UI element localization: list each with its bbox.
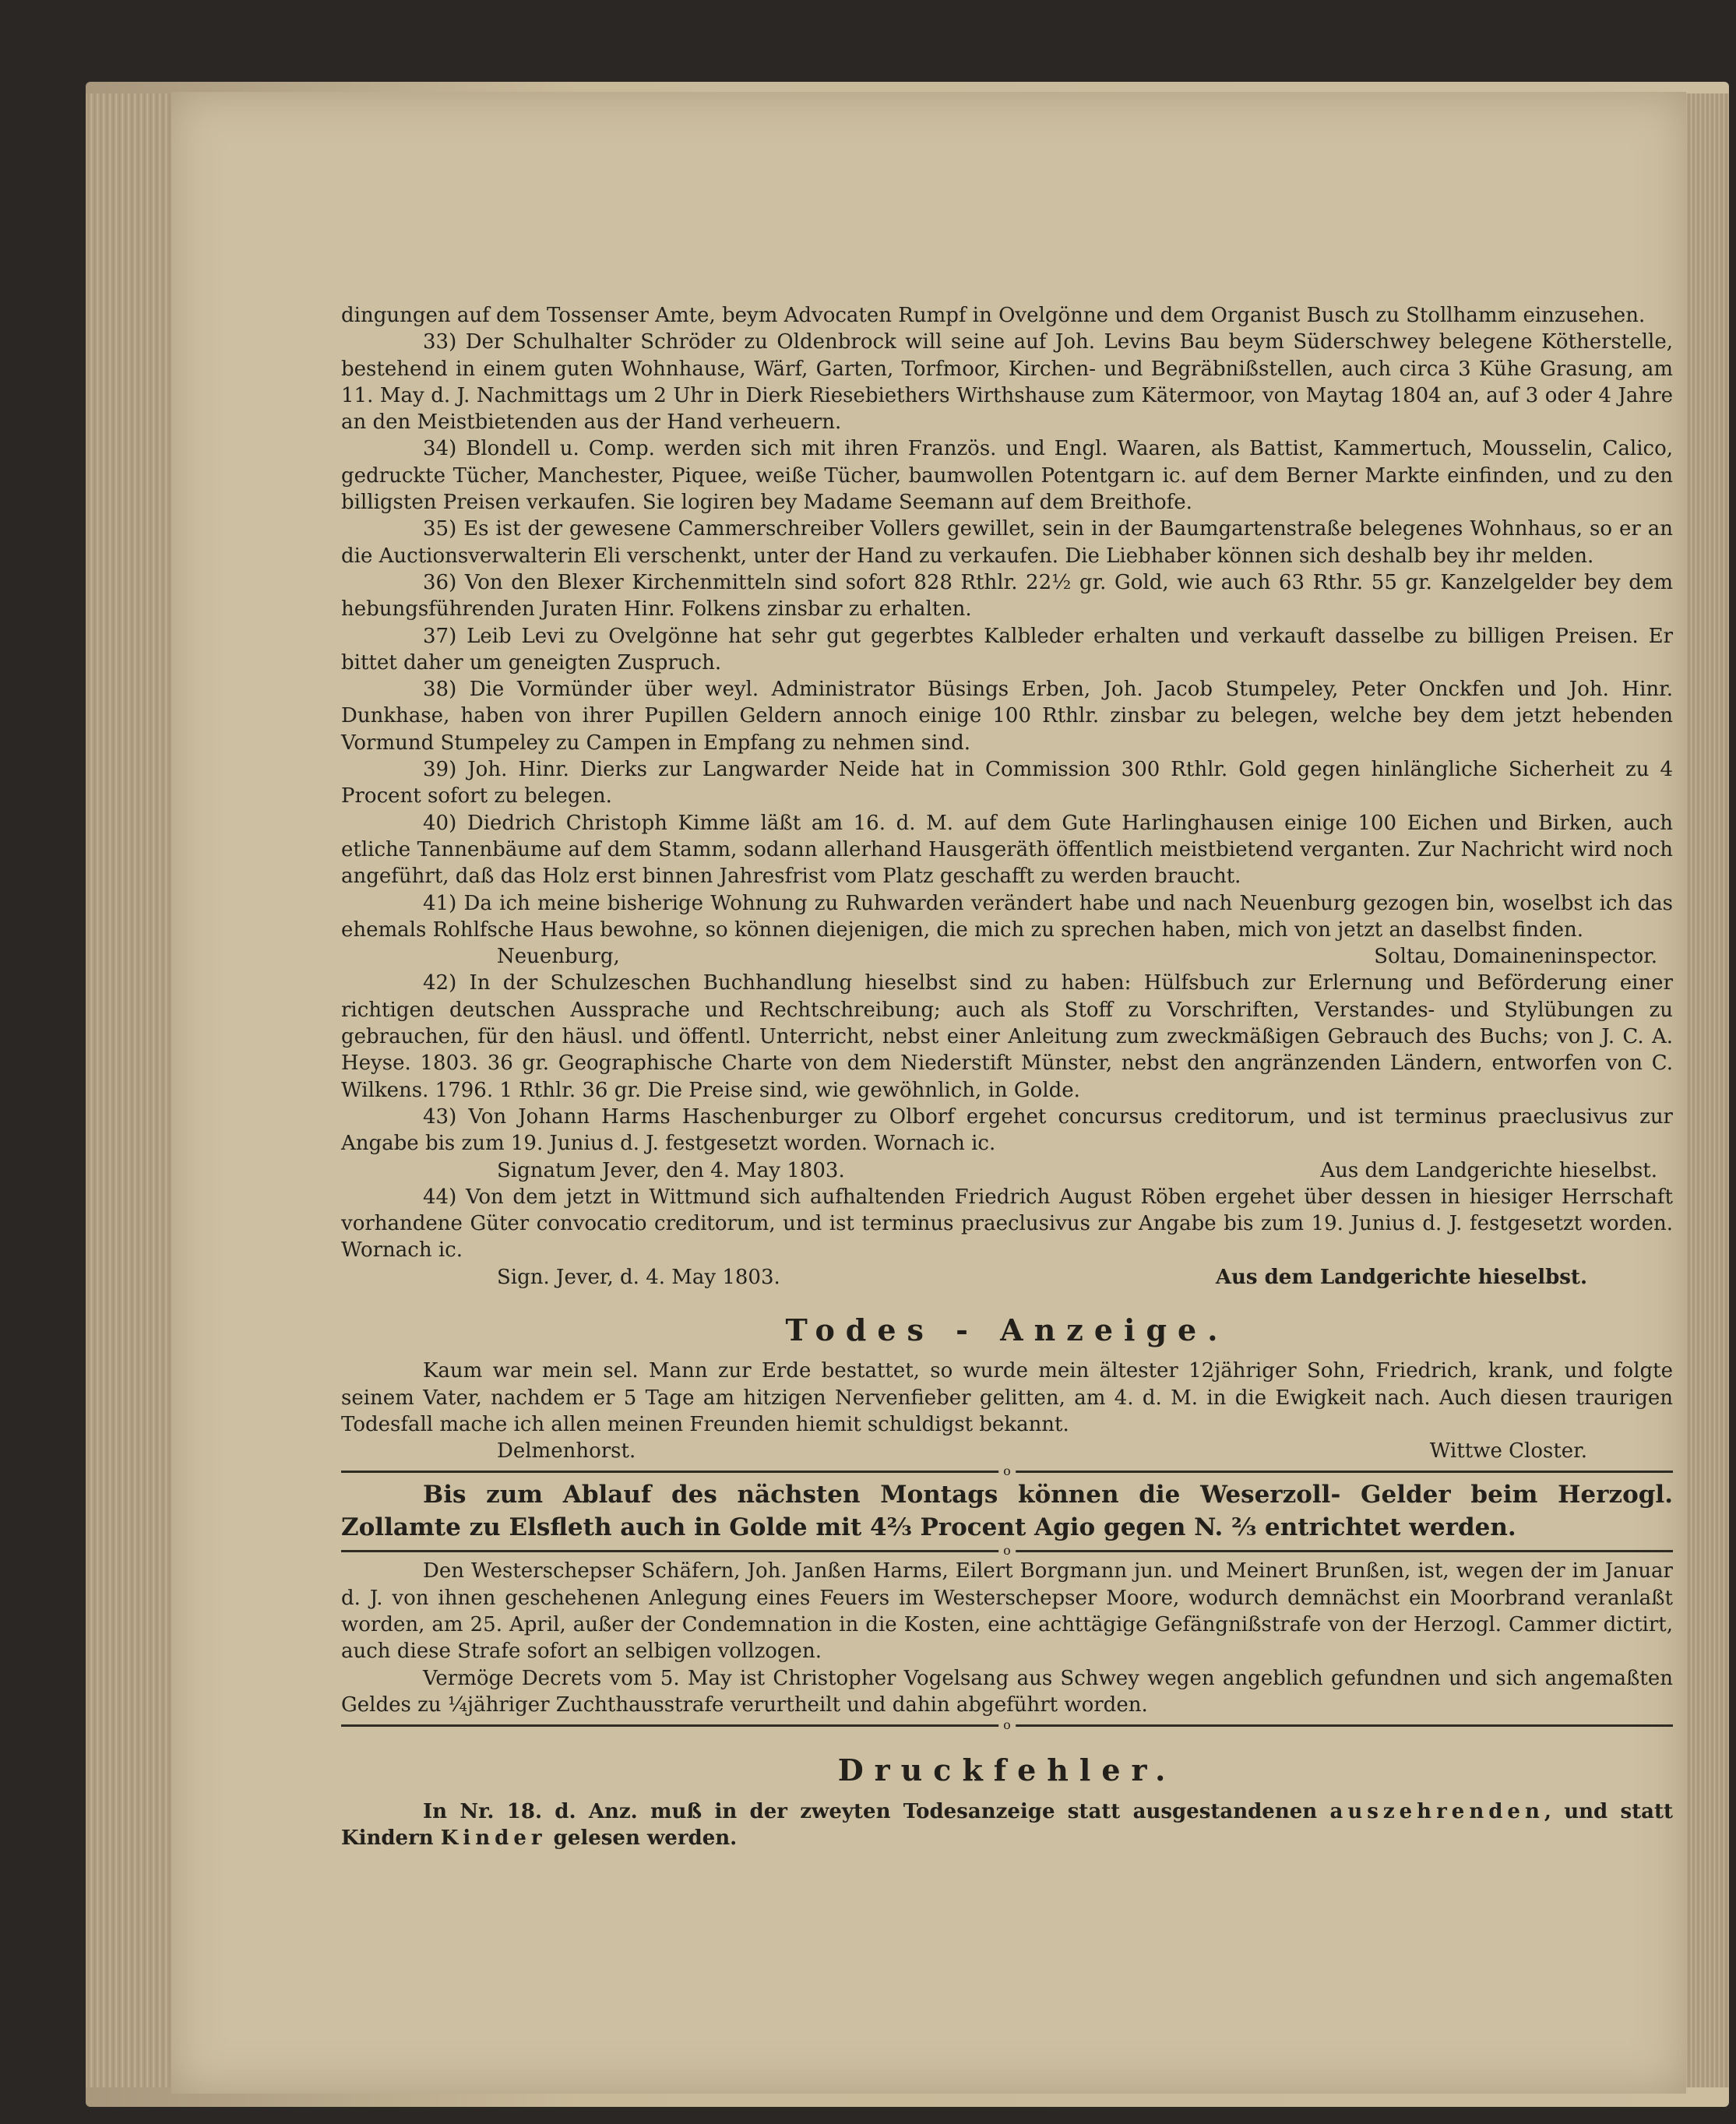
notice-44-court: Aus dem Landgerichte hieselbst. (1215, 1265, 1587, 1289)
death-notice-heading: Todes - Anzeige. (785, 1312, 1229, 1347)
notice-44-signature (341, 1264, 1673, 1291)
separator-rule-1: o (341, 1466, 1673, 1477)
errata-text: In Nr. 18. d. Anz. muß in der zweyten Todesanzeige statt ausgestandenen auszehrenden, und statt Kindern Kinder gelesen werden. (341, 1799, 1673, 1850)
notice-35: 35) Es ist der gewesene Cammerschreiber Vollers gewillet, sein in der Baumgartenstraße belegenes Wohnhaus, so er an die Auctionsverwalterin Eli verschenkt, unter der Hand zu verkaufen. Die Liebhaber können sich deshalb bey ihr melden. (341, 517, 1673, 568)
death-notice-signature (341, 1438, 1673, 1464)
errata-word-2: Kinder (440, 1826, 547, 1850)
notice-39: 39) Joh. Hinr. Dierks zur Langwarder Neide hat in Commission 300 Rthlr. Gold gegen hinlängliche Sicherheit zu 4 Procent sofort zu belegen. (341, 758, 1673, 808)
notice-41-signature (341, 943, 1673, 970)
death-notice-text: Kaum war mein sel. Mann zur Erde bestattet, so wurde mein ältester 12jähriger Sohn, Friedrich, krank, und folgte seinem Vater, nachdem er 5 Tage am hitzigen Nervenfieber gelitten, am 4. d. M. in die Ewigkeit nach. Auch diesen traurigen Todesfall mache ich allen meinen Freunden hiemit schuldigst bekannt. (341, 1359, 1673, 1436)
notice-41-signer: Soltau, Domaineninspector. (1374, 945, 1657, 969)
notice-44-date: Sign. Jever, d. 4. May 1803. (497, 1265, 780, 1289)
death-notice-place: Delmenhorst. (497, 1439, 636, 1464)
errata-heading: Druckfehler. (837, 1752, 1177, 1788)
notice-43-date: Signatum Jever, den 4. May 1803. (497, 1158, 845, 1182)
notice-43-court: Aus dem Landgerichte hieselbst. (1320, 1158, 1657, 1182)
notice-43-signature (341, 1157, 1673, 1184)
separator-rule-2: o (341, 1545, 1673, 1556)
page-text-column (341, 302, 1673, 1851)
notice-43: 43) Von Johann Harms Haschenburger zu Olborf ergehet concursus creditorum, und ist terminus praeclusivus zur Angabe bis zum 19. Junius d. J. festgesetzt worden. Wornach ic. (341, 1104, 1673, 1156)
death-notice-signer: Wittwe Closter. (1429, 1439, 1587, 1464)
document-page (171, 92, 1686, 2094)
separator-rule-3: o (341, 1720, 1673, 1731)
stacked-page-edges-right (1682, 93, 1729, 2087)
notice-37: 37) Leib Levi zu Ovelgönne hat sehr gut gegerbtes Kalbleder erhalten und verkauft dasselbe zu billigen Preisen. Er bittet daher um geneigten Zuspruch. (341, 624, 1673, 675)
notice-42: 42) In der Schulzeschen Buchhandlung hieselbst sind zu haben: Hülfsbuch zur Erlernung und Beförderung einer richtigen deutschen Aussprache und Rechtschreibung; auch als Stoff zu Vorschriften, Verstandes- und Stylübungen zu gebrauchen, für den häusl. und öffentl. Unterricht, nebst einer Anleitung zum zweckmäßigen Gebrauch des Buchs; von J. C. A. Heyse. 1803. 36 gr. Geographische Charte von dem Niederstift Münster, nebst den angränzenden Ländern, entworfen von C. Wilkens. 1796. 1 Rthlr. 36 gr. Die Preise sind, wie gewöhnlich, in Golde. (341, 971, 1673, 1102)
notice-36: 36) Von den Blexer Kirchenmitteln sind sofort 828 Rthlr. 22½ gr. Gold, wie auch 63 Rthr. 55 gr. Kanzelgelder bey dem hebungsführenden Juraten Hinr. Folkens zinsbar zu erhalten. (341, 570, 1673, 622)
weserzoll-notice: Bis zum Ablauf des nächsten Montags können die Weserzoll- Gelder beim Herzogl. Zollamte zu Elsfleth auch in Golde mit 4⅔ Procent Agio gegen N. ⅔ entrichtet werden. (341, 1481, 1673, 1542)
notice-41-place: Neuenburg, (497, 945, 620, 969)
notice-38: 38) Die Vormünder über weyl. Administrator Büsings Erben, Joh. Jacob Stumpeley, Peter Onckfen und Joh. Hinr. Dunkhase, haben von ihrer Pupillen Geldern annoch einige 100 Rthlr. zinsbar zu belegen, welche bey dem jetzt hebenden Vormund Stumpeley zu Campen in Empfang zu nehmen sind. (341, 678, 1673, 755)
punishment-notice-1: Den Westerschepser Schäfern, Joh. Janßen Harms, Eilert Borgmann jun. und Meinert Brunßen, ist, wegen der im Januar d. J. von ihnen geschehenen Anlegung eines Feuers im Westerschepser Moore, wodurch demnächst ein Moorbrand veranlaßt worden, am 25. April, außer der Condemnation in die Kosten, eine achttägige Gefängnißstrafe von der Herzogl. Cammer dictirt, auch diese Strafe sofort an selbigen vollzogen. (341, 1559, 1673, 1664)
paragraph-continued: dingungen auf dem Tossenser Amte, beym Advocaten Rumpf in Ovelgönne und dem Organist Busch zu Stollhamm einzusehen. (341, 304, 1646, 327)
notice-44: 44) Von dem jetzt in Wittmund sich aufhaltenden Friedrich August Röben ergehet über dessen in hiesiger Herrschaft vorhandene Güter convocatio creditorum, und ist terminus praeclusivus zur Angabe bis zum 19. Junius d. J. festgesetzt worden. Wornach ic. (341, 1185, 1673, 1263)
notice-40: 40) Diedrich Christoph Kimme läßt am 16. d. M. auf dem Gute Harlinghausen einige 100 Eichen und Birken, auch etliche Tannenbäume auf dem Stamm, sodann allerhand Hausgeräth öffentlich meistbietend verganten. Zur Nachricht wird noch angeführt, daß das Holz erst binnen Jahresfrist vom Platz geschafft zu werden braucht. (341, 811, 1673, 889)
errata-word-1: auszehrenden (1329, 1799, 1544, 1823)
notice-33: 33) Der Schulhalter Schröder zu Oldenbrock will seine auf Joh. Levins Bau beym Süderschwey belegene Kötherstelle, bestehend in einem guten Wohnhause, Wärf, Garten, Torfmoor, Kirchen- und Begräbnißstellen, auch circa 3 Kühe Grasung, am 11. May d. J. Nachmittags um 2 Uhr in Dierk Riesebiethers Wirthshause zum Kätermoor, von Maytag 1804 an, auf 3 oder 4 Jahre an den Meistbietenden aus der Hand verheuern. (341, 330, 1673, 435)
notice-41: 41) Da ich meine bisherige Wohnung zu Ruhwarden verändert habe und nach Neuenburg gezogen bin, woselbst ich das ehemals Rohlfsche Haus bewohne, so können diejenigen, die mich zu sprechen haben, mich von jetzt an daselbst finden. (341, 891, 1673, 942)
punishment-notice-2: Vermöge Decrets vom 5. May ist Christopher Vogelsang aus Schwey wegen angeblich gefundnen und sich angemaßten Geldes zu ¼jähriger Zuchthausstrafe verurtheilt und dahin abgeführt worden. (341, 1666, 1673, 1717)
notice-34: 34) Blondell u. Comp. werden sich mit ihren Französ. und Engl. Waaren, als Battist, Kammertuch, Mousselin, Calico, gedruckte Tücher, Manchester, Piquee, weiße Tücher, baumwollen Potentgarn ic. auf dem Berner Markte einfinden, und zu den billigsten Preisen verkaufen. Sie logiren bey Madame Seemann auf dem Breithofe. (341, 437, 1673, 515)
